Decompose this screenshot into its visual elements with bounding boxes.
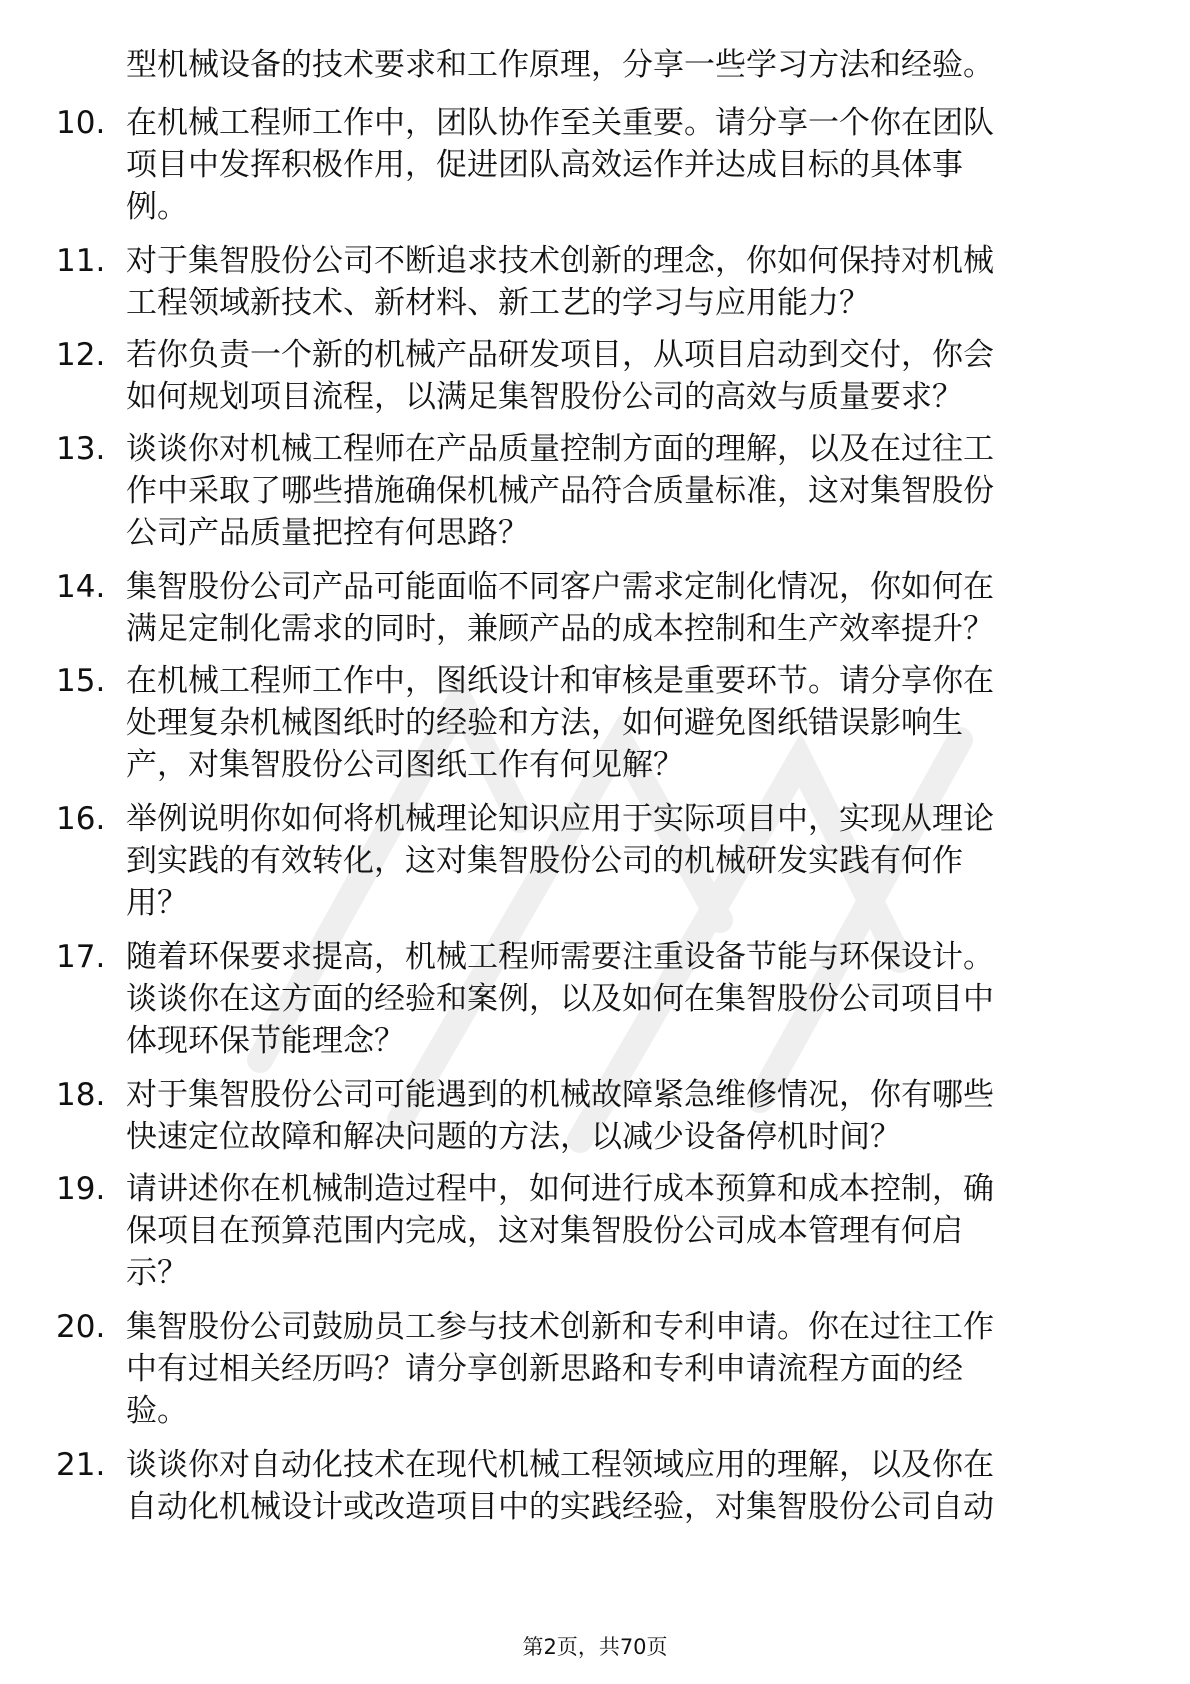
question-number: 19.	[56, 1171, 106, 1207]
question-text-line: 用？	[126, 885, 188, 921]
question-text-line: 保项目在预算范围内完成，这对集智股份公司成本管理有何启	[126, 1213, 963, 1249]
question-text-line: 公司产品质量把控有何思路？	[126, 515, 529, 551]
question-number: 15.	[56, 663, 106, 699]
lead-line: 型机械设备的技术要求和工作原理，分享一些学习方法和经验。	[126, 47, 994, 83]
question-text-line: 举例说明你如何将机械理论知识应用于实际项目中，实现从理论	[126, 801, 994, 837]
question-text-line: 中有过相关经历吗？请分享创新思路和专利申请流程方面的经	[126, 1351, 963, 1387]
question-text-line: 工程领域新技术、新材料、新工艺的学习与应用能力？	[126, 285, 870, 321]
question-text-line: 项目中发挥积极作用，促进团队高效运作并达成目标的具体事	[126, 147, 963, 183]
question-text-line: 产，对集智股份公司图纸工作有何见解？	[126, 747, 684, 783]
question-text-line: 体现环保节能理念？	[126, 1023, 405, 1059]
question-text-line: 谈谈你对自动化技术在现代机械工程领域应用的理解，以及你在	[126, 1447, 994, 1483]
question-number: 17.	[56, 939, 106, 975]
question-text-line: 验。	[126, 1393, 188, 1429]
question-text-line: 示？	[126, 1255, 188, 1291]
question-number: 11.	[56, 243, 106, 279]
question-text-line: 集智股份公司鼓励员工参与技术创新和专利申请。你在过往工作	[126, 1309, 994, 1345]
question-number: 10.	[56, 105, 106, 141]
question-number: 18.	[56, 1077, 106, 1113]
question-number: 13.	[56, 431, 106, 467]
question-text-line: 满足定制化需求的同时，兼顾产品的成本控制和生产效率提升？	[126, 611, 994, 647]
question-text-line: 快速定位故障和解决问题的方法，以减少设备停机时间？	[126, 1119, 901, 1155]
question-text-line: 若你负责一个新的机械产品研发项目，从项目启动到交付，你会	[126, 337, 994, 373]
question-text-line: 随着环保要求提高，机械工程师需要注重设备节能与环保设计。	[126, 939, 994, 975]
question-text-line: 作中采取了哪些措施确保机械产品符合质量标准，这对集智股份	[126, 473, 994, 509]
question-text-line: 请讲述你在机械制造过程中，如何进行成本预算和成本控制，确	[126, 1171, 994, 1207]
question-text-line: 谈谈你对机械工程师在产品质量控制方面的理解，以及在过往工	[126, 431, 994, 467]
question-text-line: 集智股份公司产品可能面临不同客户需求定制化情况，你如何在	[126, 569, 994, 605]
question-number: 14.	[56, 569, 106, 605]
question-text-line: 对于集智股份公司可能遇到的机械故障紧急维修情况，你有哪些	[126, 1077, 994, 1113]
question-number: 16.	[56, 801, 106, 837]
question-text-line: 谈谈你在这方面的经验和案例，以及如何在集智股份公司项目中	[126, 981, 994, 1017]
question-text-line: 在机械工程师工作中，图纸设计和审核是重要环节。请分享你在	[126, 663, 994, 699]
question-number: 20.	[56, 1309, 106, 1345]
question-text-line: 到实践的有效转化，这对集智股份公司的机械研发实践有何作	[126, 843, 963, 879]
question-text-line: 在机械工程师工作中，团队协作至关重要。请分享一个你在团队	[126, 105, 994, 141]
question-text-line: 对于集智股份公司不断追求技术创新的理念，你如何保持对机械	[126, 243, 994, 279]
question-number: 21.	[56, 1447, 106, 1483]
question-text-line: 处理复杂机械图纸时的经验和方法，如何避免图纸错误影响生	[126, 705, 963, 741]
question-text-line: 自动化机械设计或改造项目中的实践经验，对集智股份公司自动	[126, 1489, 994, 1525]
question-text-line: 如何规划项目流程，以满足集智股份公司的高效与质量要求？	[126, 379, 963, 415]
question-number: 12.	[56, 337, 106, 373]
question-text-line: 例。	[126, 189, 188, 225]
page-footer: 第2页，共70页	[522, 1635, 668, 1659]
